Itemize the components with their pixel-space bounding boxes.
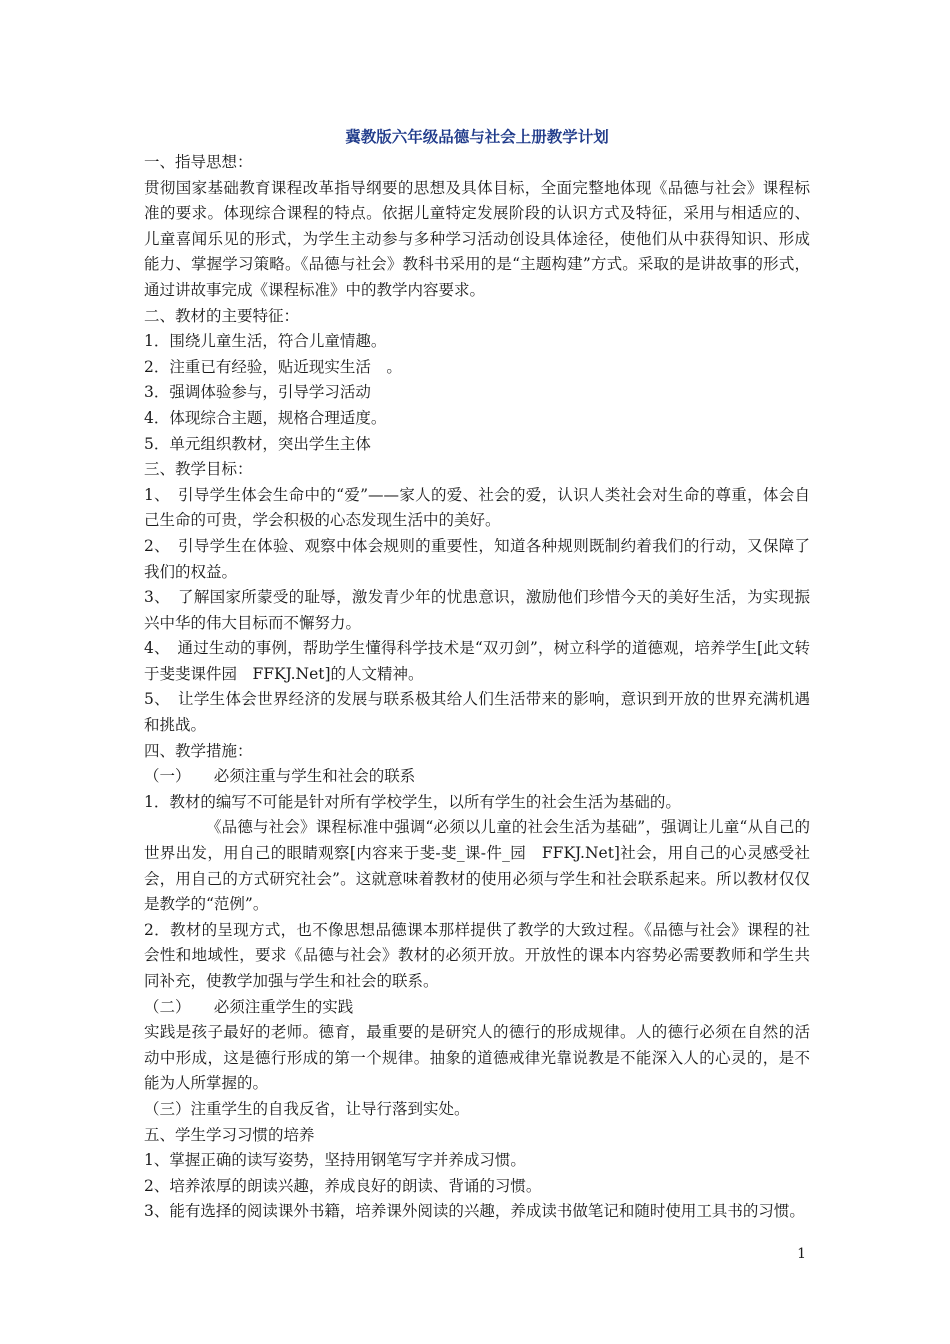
paragraph: 3．强调体验参与，引导学习活动 (144, 383, 371, 402)
paragraph: 5．单元组织教材，突出学生主体 (144, 434, 371, 453)
paragraph: （三）注重学生的自我反省，让导行落到实处。 (144, 1099, 470, 1118)
paragraph: 2．教材的呈现方式，也不像思想品德课本那样提供了教学的大致过程。《品德与社会》课程的社会性和地域性，要求《品德与社会》教材的必须开放。开放性的课本内容势必需要教师和学生共同补充，使教学加强与学生和社会的联系。 (144, 920, 810, 990)
document-content (144, 124, 810, 1225)
document-title: 冀教版六年级品德与社会上册教学计划 (345, 127, 609, 146)
paragraph: 四、教学措施： (144, 741, 253, 760)
page-number: 1 (797, 1246, 806, 1262)
paragraph: 五、学生学习习惯的培养 (144, 1125, 315, 1144)
paragraph: 4．体现综合主题，规格合理适度。 (144, 408, 387, 427)
paragraph: 5、 让学生体会世界经济的发展与联系极其给人们生活带来的影响，意识到开放的世界充满机遇和挑战。 (144, 690, 810, 735)
paragraph: 3、能有选择的阅读课外书籍，培养课外阅读的兴趣，养成读书做笔记和随时使用工具书的习惯。 (144, 1202, 805, 1221)
paragraph: 《品德与社会》课程标准中强调“必须以儿童的社会生活为基础”，强调让儿童“从自己的世界出发，用自己的眼睛观察[内容来于斐-斐_课-件_园 FFKJ.Net]社会，用自己的心灵感受社会，用自己的方式研究社会”。这就意味着教材的使用必须与学生和社会联系起来。所以教材仅仅是教学的“范例”。 (144, 818, 810, 914)
document-body (144, 150, 810, 1225)
paragraph: 1．围绕儿童生活，符合儿童情趣。 (144, 332, 387, 351)
paragraph: 一、指导思想： (144, 153, 253, 171)
paragraph: 三、教学目标： (144, 460, 253, 479)
paragraph: 4、 通过生动的事例，帮助学生懂得科学技术是“双刃剑”，树立科学的道德观，培养学生[此文转于斐斐课件园 FFKJ.Net]的人文精神。 (144, 639, 810, 683)
paragraph: 2．注重已有经验，贴近现实生活 。 (144, 357, 402, 376)
paragraph: 贯彻国家基础教育课程改革指导纲要的思想及具体目标，全面完整地体现《品德与社会》课程标准的要求。体现综合课程的特点。依据儿童特定发展阶段的认识方式及特征，采用与相适应的、儿童喜闻乐见的形式，为学生主动参与多种学习活动创设具体途径，使他们从中获得知识、形成能力、掌握学习策略。《品德与社会》教科书采用的是“主题构建”方式。采取的是讲故事的形式，通过讲故事完成《课程标准》中的教学内容要求。 (144, 178, 810, 299)
paragraph: 2、 引导学生在体验、观察中体会规则的重要性，知道各种规则既制约着我们的行动，又保障了我们的权益。 (144, 536, 810, 581)
paragraph: 实践是孩子最好的老师。德育，最重要的是研究人的德行的形成规律。人的德行必须在自然的活动中形成，这是德行形成的第一个规律。抽象的道德戒律光靠说教是不能深入人的心灵的，是不能为人所掌握的。 (144, 1023, 810, 1093)
paragraph: 2、培养浓厚的朗读兴趣，养成良好的朗读、背诵的习惯。 (144, 1176, 542, 1195)
paragraph: 3、 了解国家所蒙受的耻辱，激发青少年的忧患意识，激励他们珍惜今天的美好生活，为实现振兴中华的伟大目标而不懈努力。 (144, 588, 810, 632)
paragraph: （一） 必须注重与学生和社会的联系 (144, 767, 416, 786)
paragraph: 二、教材的主要特征： (144, 306, 300, 325)
paragraph: 1、 引导学生体会生命中的“爱”——家人的爱、社会的爱，认识人类社会对生命的尊重，体会自己生命的可贵，学会积极的心态发现生活中的美好。 (144, 485, 810, 530)
paragraph: （二） 必须注重学生的实践 (144, 997, 354, 1016)
paragraph: 1、掌握正确的读写姿势，坚持用钢笔写字并养成习惯。 (144, 1151, 526, 1170)
paragraph: 1．教材的编写不可能是针对所有学校学生，以所有学生的社会生活为基础的。 (144, 792, 681, 811)
